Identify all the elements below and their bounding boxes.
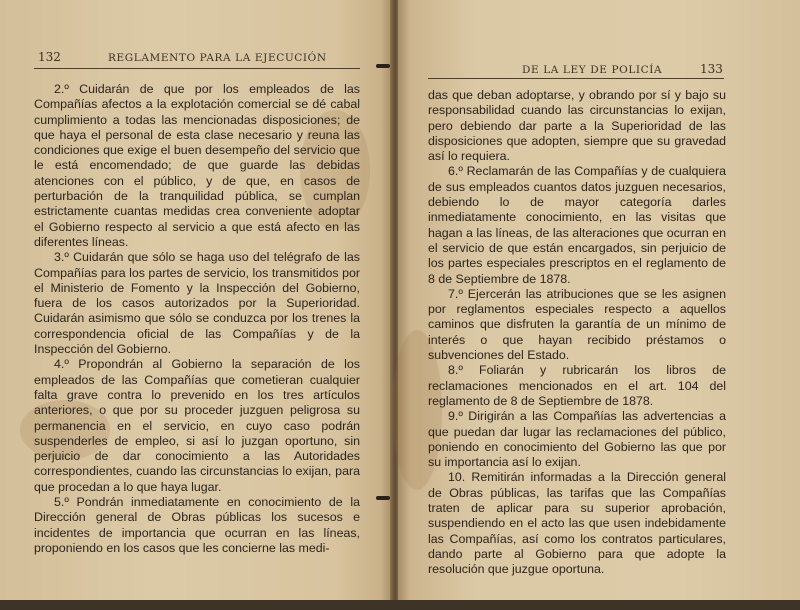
- paragraph: 9.º Dirigirán a las Compañías las advertencias a que puedan dar lugar las reclamaciones del público, poniendo en conocimiento del Gobierno las que por su importancia así lo exijan.: [428, 409, 726, 470]
- paragraph: das que deban adoptarse, y obrando por sí y bajo su responsabilidad cuando las circunstancias lo exijan, pero debiendo dar parte a la Superioridad de las disposiciones que adopten, siempre que su gravedad así lo requiera.: [428, 88, 726, 164]
- header-rule: [428, 78, 724, 79]
- paragraph: 5.º Pondrán inmediatamente en conocimiento de la Dirección general de Obras públicas los sucesos e incidentes de importancia que ocurran en las líneas, proponiendo en los casos que les concierne las medi-: [34, 495, 360, 555]
- binding-stitch: [376, 64, 390, 68]
- paragraph: 4.º Propondrán al Gobierno la separación de los empleados de las Compañías que cometieran cualquier falta grave contra lo prevenido en los tres artículos anteriores, o que por su proceder juzguen peligrosa su permanencia en el servicio, en cuyo caso podrán suspenderles de empleo, si así lo juzgan oportuno, sin perjuicio de dar conocimiento a las Autoridades correspondientes, cuando las circunstancias lo exijan, para que procedan a lo que haya lugar.: [34, 357, 360, 494]
- page-number: 133: [700, 62, 723, 76]
- paragraph: 3.º Cuidarán que sólo se haga uso del telégrafo de las Compañías para los partes de servicio, los transmitidos por el Ministerio de Fomento y la Inspección del Gobierno, fuera de los casos autorizados por la Superioridad. Cuidarán asimismo que sólo se conduzca por los trenes la correspondencia oficial de las Compañías y de la Inspección del Gobierno.: [34, 250, 360, 357]
- running-head: REGLAMENTO PARA LA EJECUCIÓN: [108, 52, 327, 64]
- page-number: 132: [38, 50, 61, 64]
- paragraph: 2.º Cuidarán de que por los empleados de las Compañías afectos a la explotación comercial se dé cabal cumplimiento a todas las mencionadas disposiciones; de que haya el personal de esta clase necesario y reuna las condiciones que exige el buen desempeño del servicio que le está encomendado; de que guarde las debidas atenciones con el público, y de que, en casos de perturbación de la tranquilidad pública, se cumplan estrictamente cuantas medidas crea conveniente adoptar el Gobierno respecto al servicio a que está afecto en las diferentes líneas.: [34, 82, 360, 249]
- left-page: [0, 0, 392, 600]
- paragraph: 6.º Reclamarán de las Compañías y de cualquiera de sus empleados cuantos datos juzguen necesarios, debiendo lo de mayor categoría darles inmediatamente conocimiento, en las visitas que hagan a las líneas, de las alteraciones que ocurran en el servicio de que están encargados, sin perjuicio de los partes especiales prescriptos en el reglamento de 8 de Septiembre de 1878.: [428, 164, 726, 286]
- running-head: DE LA LEY DE POLICÍA: [522, 64, 663, 76]
- paragraph: 8.º Foliarán y rubricarán los libros de reclamaciones mencionados en el art. 104 del reglamento de 8 de Septiembre de 1878.: [428, 363, 726, 408]
- right-page: [398, 0, 800, 600]
- right-body-text: [428, 88, 726, 578]
- header-rule: [34, 68, 360, 69]
- paragraph: 10. Remitirán informadas a la Dirección general de Obras públicas, las tarifas que las Compañías traten de aplicar para su superior aprobación, suspendiendo en el acto las que usen indebidamente las Compañías, así como los contratos particulares, dando parte al Gobierno para que adopte la resolución que juzgue oportuna.: [428, 470, 726, 577]
- binding-stitch: [376, 496, 390, 500]
- left-body-text: [34, 82, 360, 556]
- paragraph: 7.º Ejercerán las atribuciones que se les asignen por reglamentos especiales respecto a aquellos caminos que disfruten la garantía de un mínimo de interés o que hayan recibido préstamos o subvenciones del Estado.: [428, 286, 726, 363]
